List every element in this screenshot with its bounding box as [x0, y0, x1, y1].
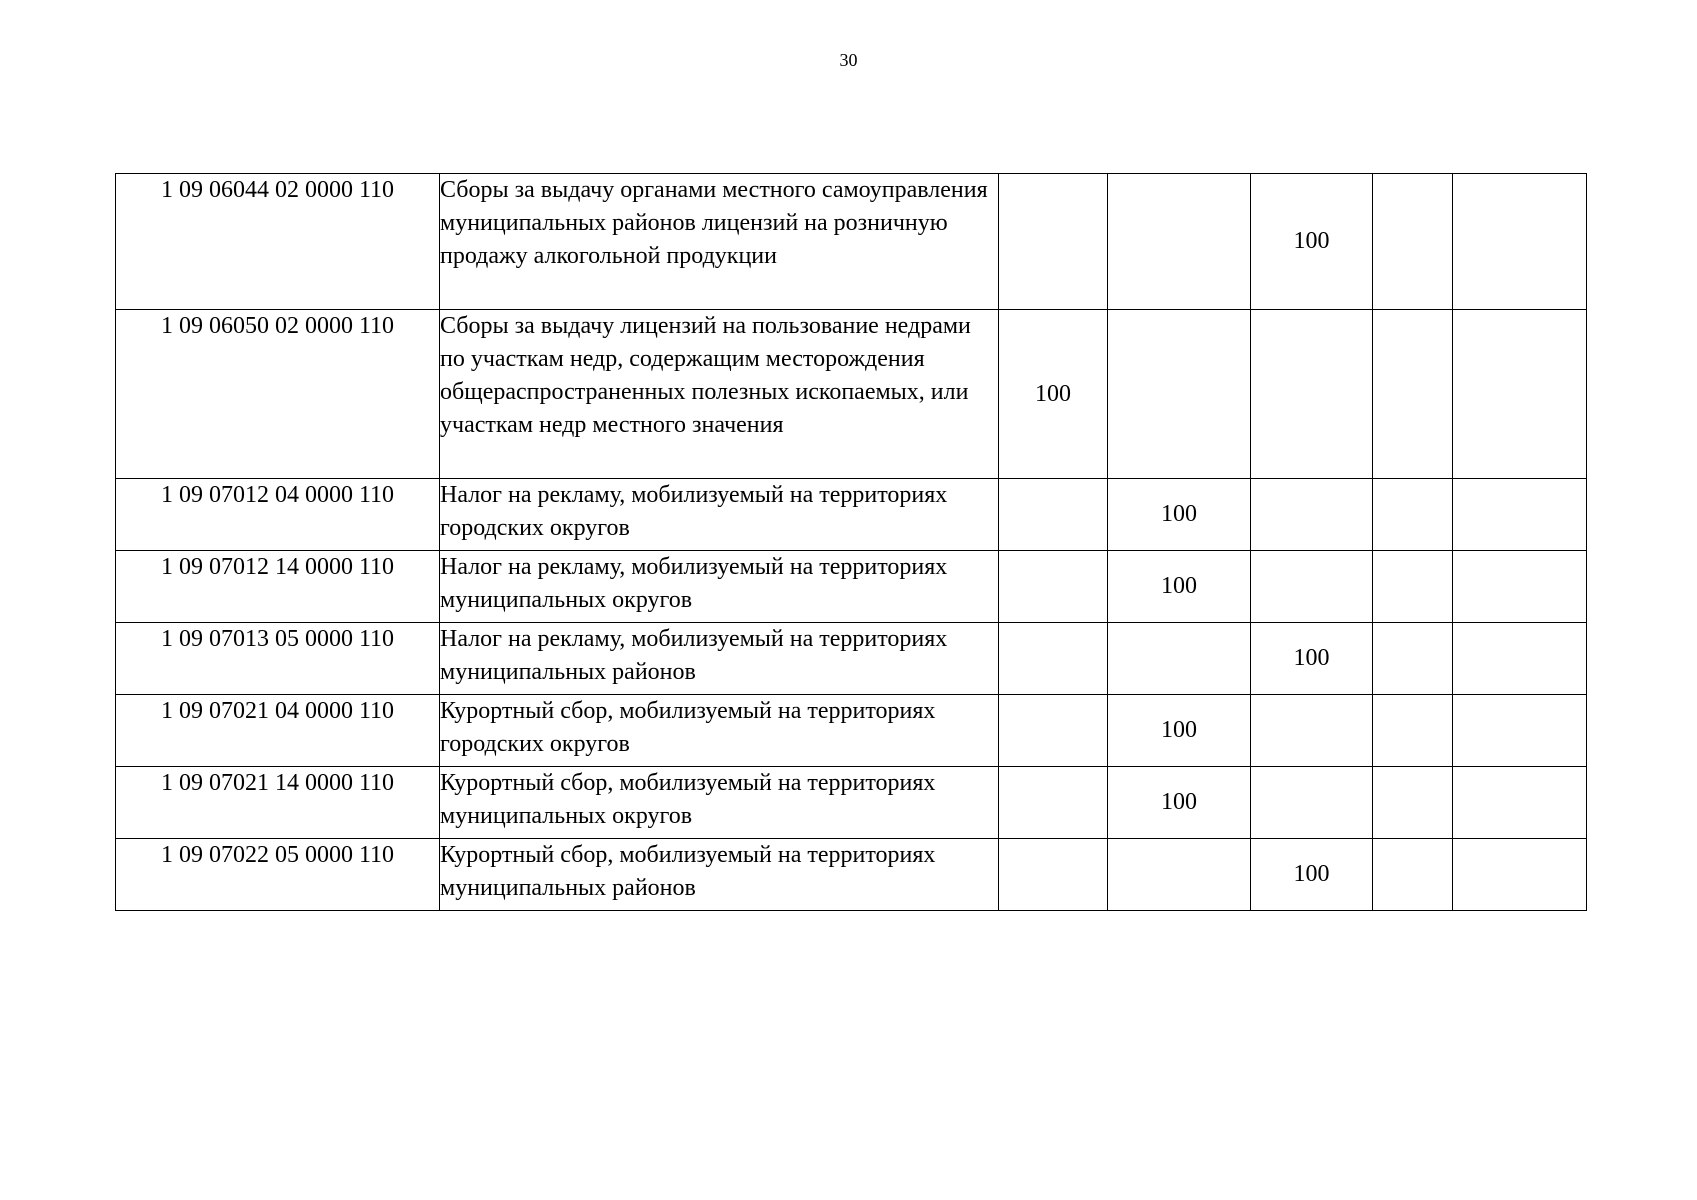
value-cell: 100	[1108, 551, 1251, 623]
description-cell: Налог на рекламу, мобилизуемый на территориях муниципальных округов	[440, 551, 999, 623]
value-cell	[1373, 310, 1453, 479]
budget-code-cell: 1 09 07022 05 0000 110	[116, 839, 440, 911]
description-cell: Сборы за выдачу органами местного самоуправления муниципальных районов лицензий на розничную продажу алкогольной продукции	[440, 174, 999, 310]
value-cell: 100	[1251, 839, 1373, 911]
value-cell	[1453, 174, 1587, 310]
value-cell	[999, 479, 1108, 551]
value-cell	[1453, 623, 1587, 695]
value-cell: 100	[999, 310, 1108, 479]
value-cell	[1108, 174, 1251, 310]
page-number: 30	[839, 50, 858, 70]
budget-code-cell: 1 09 06044 02 0000 110	[116, 174, 440, 310]
value-cell	[1251, 310, 1373, 479]
value-cell	[1373, 623, 1453, 695]
value-cell	[1108, 623, 1251, 695]
table-row	[116, 839, 1587, 911]
budget-code-cell: 1 09 07012 14 0000 110	[116, 551, 440, 623]
value-cell	[1251, 551, 1373, 623]
description-cell: Курортный сбор, мобилизуемый на территориях муниципальных районов	[440, 839, 999, 911]
value-cell	[1373, 479, 1453, 551]
value-cell	[1373, 695, 1453, 767]
value-cell	[1251, 695, 1373, 767]
value-cell: 100	[1108, 479, 1251, 551]
table-row	[116, 174, 1587, 310]
value-cell: 100	[1251, 174, 1373, 310]
table-row	[116, 479, 1587, 551]
value-cell	[1373, 174, 1453, 310]
value-cell	[1453, 551, 1587, 623]
value-cell	[1453, 767, 1587, 839]
table-row	[116, 551, 1587, 623]
budget-code-cell: 1 09 07012 04 0000 110	[116, 479, 440, 551]
value-cell	[999, 695, 1108, 767]
value-cell: 100	[1251, 623, 1373, 695]
description-cell: Курортный сбор, мобилизуемый на территориях городских округов	[440, 695, 999, 767]
revenue-distribution-table	[115, 173, 1587, 911]
value-cell	[1108, 839, 1251, 911]
value-cell	[1373, 767, 1453, 839]
table-row	[116, 767, 1587, 839]
value-cell	[999, 551, 1108, 623]
value-cell	[1373, 839, 1453, 911]
value-cell	[1108, 310, 1251, 479]
description-cell: Налог на рекламу, мобилизуемый на территориях муниципальных районов	[440, 623, 999, 695]
value-cell	[1453, 695, 1587, 767]
budget-code-cell: 1 09 07021 14 0000 110	[116, 767, 440, 839]
description-cell: Курортный сбор, мобилизуемый на территориях муниципальных округов	[440, 767, 999, 839]
budget-code-cell: 1 09 07021 04 0000 110	[116, 695, 440, 767]
value-cell	[1373, 551, 1453, 623]
description-cell: Сборы за выдачу лицензий на пользование недрами по участкам недр, содержащим месторождения общераспространенных полезных ископаемых, или участкам недр местного значения	[440, 310, 999, 479]
value-cell	[999, 174, 1108, 310]
value-cell	[1453, 310, 1587, 479]
value-cell	[1453, 839, 1587, 911]
value-cell	[999, 767, 1108, 839]
table-row	[116, 695, 1587, 767]
value-cell: 100	[1108, 767, 1251, 839]
table-row	[116, 623, 1587, 695]
table-row	[116, 310, 1587, 479]
budget-code-cell: 1 09 06050 02 0000 110	[116, 310, 440, 479]
value-cell: 100	[1108, 695, 1251, 767]
budget-code-cell: 1 09 07013 05 0000 110	[116, 623, 440, 695]
value-cell	[999, 839, 1108, 911]
value-cell	[1453, 479, 1587, 551]
value-cell	[1251, 767, 1373, 839]
description-cell: Налог на рекламу, мобилизуемый на территориях городских округов	[440, 479, 999, 551]
value-cell	[1251, 479, 1373, 551]
value-cell	[999, 623, 1108, 695]
